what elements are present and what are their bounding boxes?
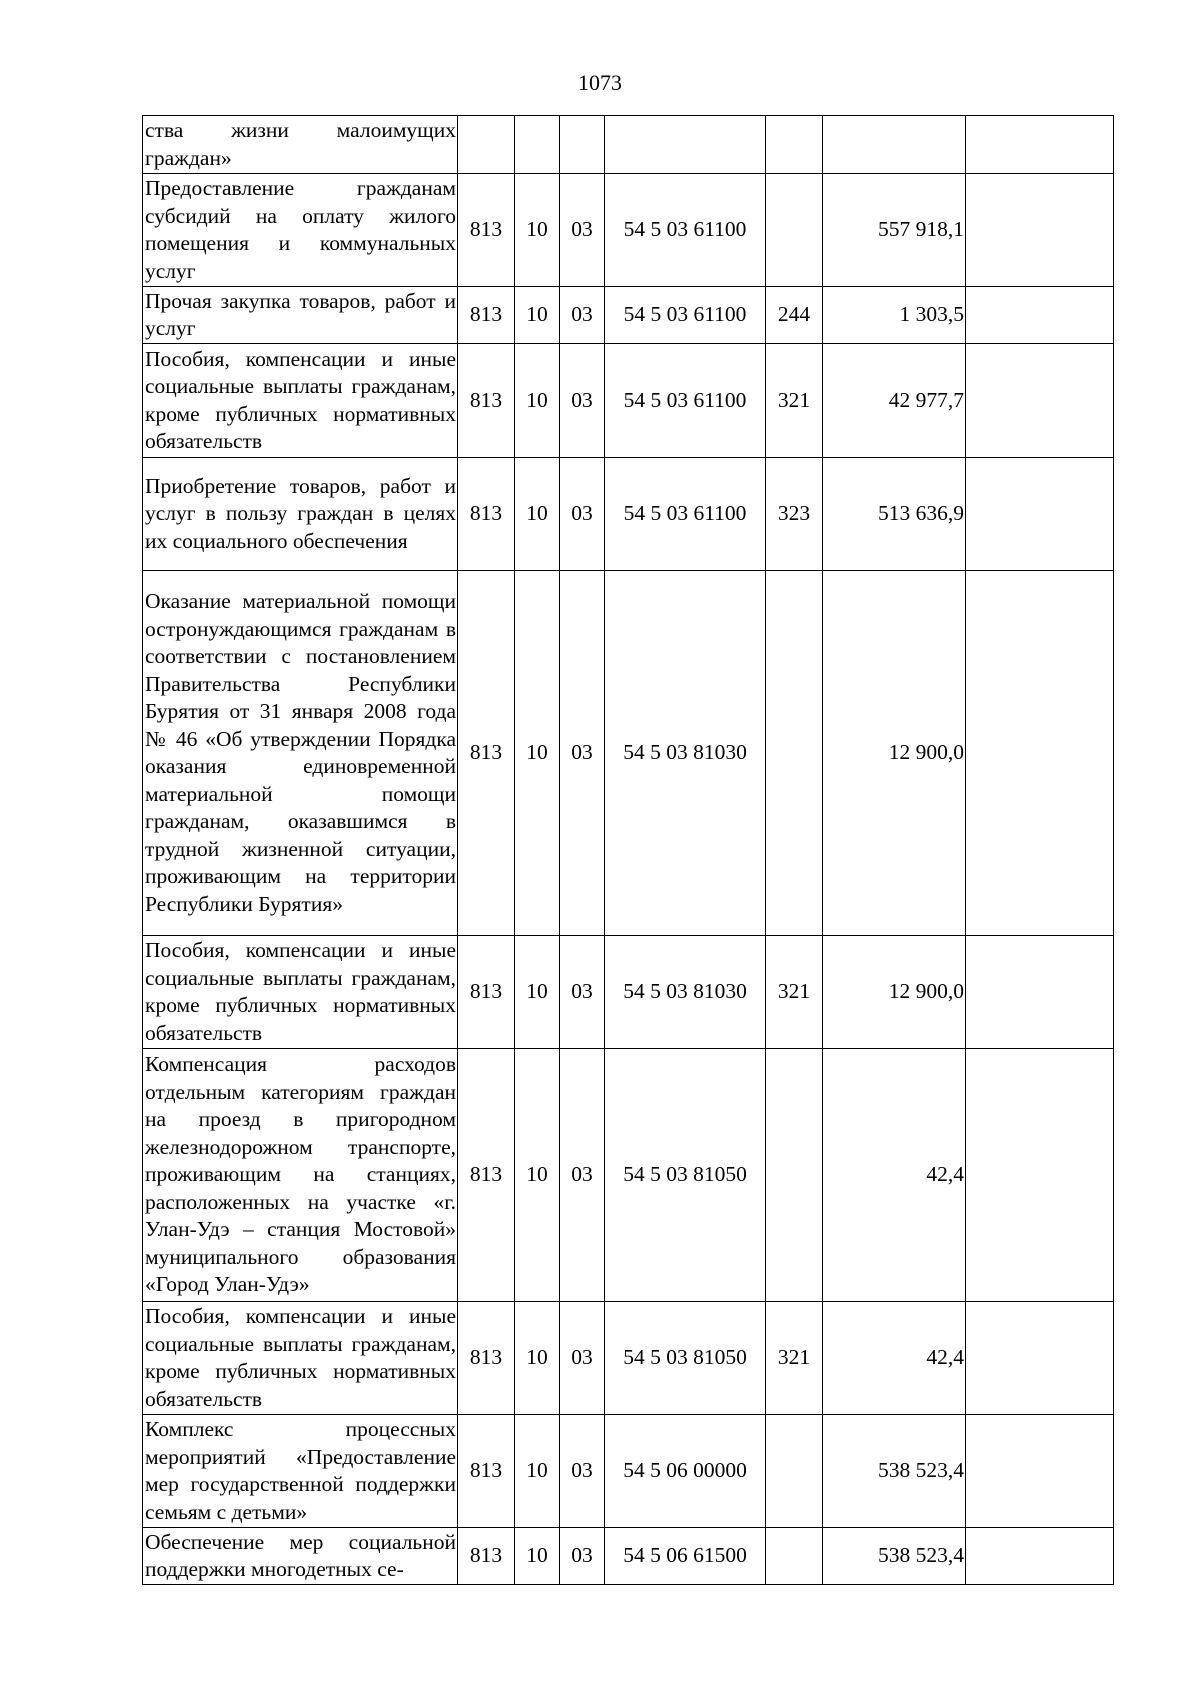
table-row — [143, 1415, 1114, 1528]
target-article-code: 54 5 06 61500 — [605, 1528, 766, 1585]
target-article-code: 54 5 03 81050 — [605, 1302, 766, 1415]
amount: 42,4 — [823, 1049, 966, 1302]
amount: 538 523,4 — [823, 1415, 966, 1528]
row-name: Компенсация расходов отдельным категориям граждан на проезд в пригородном железнодорожном транспорте, проживающим на станциях, расположенных на участке «г. Улан-Удэ – станция Мостовой» муниципального образования «Город Улан-Удэ» — [143, 1049, 458, 1302]
row-name: Прочая закупка товаров, работ и услуг — [143, 287, 458, 344]
ministry-code: 813 — [458, 344, 515, 458]
expense-type-code — [766, 571, 823, 936]
target-article-code: 54 5 03 61100 — [605, 458, 766, 571]
ministry-code: 813 — [458, 287, 515, 344]
subsection-code: 03 — [560, 1415, 605, 1528]
table-row — [143, 1528, 1114, 1585]
subsection-code: 03 — [560, 1528, 605, 1585]
amount: 12 900,0 — [823, 571, 966, 936]
amount: 538 523,4 — [823, 1528, 966, 1585]
expense-type-code — [766, 174, 823, 287]
ministry-code: 813 — [458, 936, 515, 1049]
extra-amount — [966, 458, 1114, 571]
extra-amount — [966, 1049, 1114, 1302]
expense-type-code — [766, 1049, 823, 1302]
section-code: 10 — [515, 1302, 560, 1415]
section-code — [515, 116, 560, 174]
row-name: Приобретение товаров, работ и услуг в пользу граждан в целях их социального обеспечения — [143, 458, 458, 571]
section-code: 10 — [515, 936, 560, 1049]
table-row — [143, 287, 1114, 344]
row-name: Оказание материальной помощи остронуждающимся гражданам в соответствии с постановлением Правительства Республики Бурятия от 31 января 2008 года № 46 «Об утверждении Порядка оказания единовременной материальной помощи гражданам, оказавшимся в трудной жизненной ситуации, проживающим на территории Республики Бурятия» — [143, 571, 458, 936]
amount: 12 900,0 — [823, 936, 966, 1049]
section-code: 10 — [515, 174, 560, 287]
table-row — [143, 116, 1114, 174]
row-name: Пособия, компенсации и иные социальные выплаты гражданам, кроме публичных нормативных обязательств — [143, 344, 458, 458]
amount: 513 636,9 — [823, 458, 966, 571]
expense-type-code: 321 — [766, 1302, 823, 1415]
target-article-code — [605, 116, 766, 174]
target-article-code: 54 5 03 81030 — [605, 571, 766, 936]
target-article-code: 54 5 03 61100 — [605, 287, 766, 344]
subsection-code — [560, 116, 605, 174]
extra-amount — [966, 1302, 1114, 1415]
table-row — [143, 344, 1114, 458]
subsection-code: 03 — [560, 174, 605, 287]
ministry-code: 813 — [458, 1528, 515, 1585]
extra-amount — [966, 936, 1114, 1049]
section-code: 10 — [515, 571, 560, 936]
subsection-code: 03 — [560, 458, 605, 571]
row-name: Пособия, компенсации и иные социальные выплаты гражданам, кроме публичных нормативных обязательств — [143, 1302, 458, 1415]
ministry-code: 813 — [458, 571, 515, 936]
target-article-code: 54 5 06 00000 — [605, 1415, 766, 1528]
expense-type-code: 321 — [766, 936, 823, 1049]
section-code: 10 — [515, 458, 560, 571]
extra-amount — [966, 174, 1114, 287]
amount: 42,4 — [823, 1302, 966, 1415]
target-article-code: 54 5 03 81030 — [605, 936, 766, 1049]
extra-amount — [966, 1415, 1114, 1528]
row-name: ства жизни малоимущих граждан» — [143, 116, 458, 174]
amount: 557 918,1 — [823, 174, 966, 287]
expense-type-code: 321 — [766, 344, 823, 458]
table-row — [143, 458, 1114, 571]
subsection-code: 03 — [560, 936, 605, 1049]
section-code: 10 — [515, 1049, 560, 1302]
extra-amount — [966, 116, 1114, 174]
ministry-code: 813 — [458, 1049, 515, 1302]
expense-type-code: 244 — [766, 287, 823, 344]
ministry-code — [458, 116, 515, 174]
expense-type-code — [766, 1415, 823, 1528]
extra-amount — [966, 287, 1114, 344]
target-article-code: 54 5 03 81050 — [605, 1049, 766, 1302]
extra-amount — [966, 1528, 1114, 1585]
subsection-code: 03 — [560, 1302, 605, 1415]
section-code: 10 — [515, 1415, 560, 1528]
amount: 42 977,7 — [823, 344, 966, 458]
amount — [823, 116, 966, 174]
table-row — [143, 571, 1114, 936]
extra-amount — [966, 571, 1114, 936]
expense-type-code — [766, 1528, 823, 1585]
row-name: Обеспечение мер социальной поддержки многодетных се- — [143, 1528, 458, 1585]
ministry-code: 813 — [458, 174, 515, 287]
row-name: Предоставление гражданам субсидий на оплату жилого помещения и коммунальных услуг — [143, 174, 458, 287]
section-code: 10 — [515, 1528, 560, 1585]
table-row — [143, 1302, 1114, 1415]
budget-table — [142, 115, 1114, 1585]
extra-amount — [966, 344, 1114, 458]
subsection-code: 03 — [560, 344, 605, 458]
target-article-code: 54 5 03 61100 — [605, 344, 766, 458]
subsection-code: 03 — [560, 1049, 605, 1302]
subsection-code: 03 — [560, 287, 605, 344]
ministry-code: 813 — [458, 1302, 515, 1415]
amount: 1 303,5 — [823, 287, 966, 344]
ministry-code: 813 — [458, 458, 515, 571]
row-name: Комплекс процессных мероприятий «Предоставление мер государственной поддержки семьям с детьми» — [143, 1415, 458, 1528]
table-row — [143, 936, 1114, 1049]
section-code: 10 — [515, 287, 560, 344]
table-row — [143, 1049, 1114, 1302]
table-row — [143, 174, 1114, 287]
row-name: Пособия, компенсации и иные социальные выплаты гражданам, кроме публичных нормативных обязательств — [143, 936, 458, 1049]
ministry-code: 813 — [458, 1415, 515, 1528]
target-article-code: 54 5 03 61100 — [605, 174, 766, 287]
expense-type-code — [766, 116, 823, 174]
expense-type-code: 323 — [766, 458, 823, 571]
subsection-code: 03 — [560, 571, 605, 936]
section-code: 10 — [515, 344, 560, 458]
page-number: 1073 — [578, 70, 622, 95]
